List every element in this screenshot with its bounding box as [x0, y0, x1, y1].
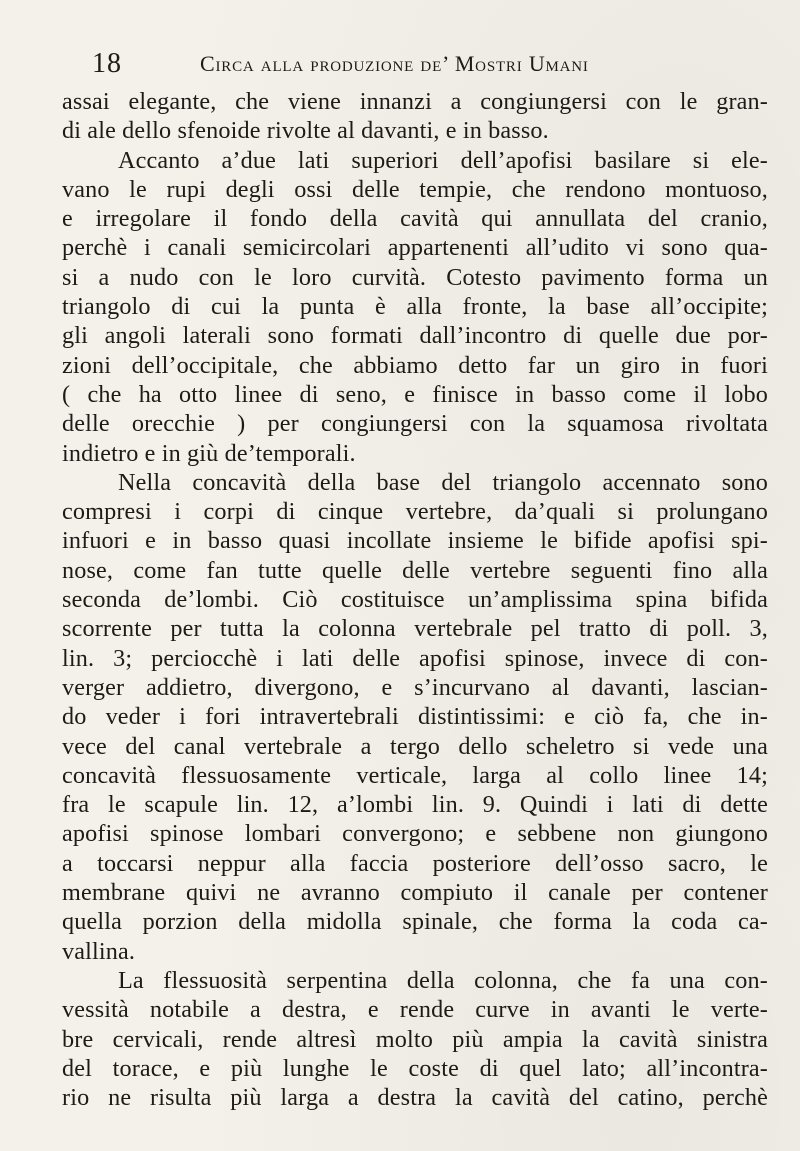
text-line: do veder i fori intravertebrali distintissimi: e ciò fa, che in- — [62, 703, 768, 731]
running-head: Circa alla produzione de’ Mostri Umani — [200, 51, 589, 76]
text-line: vessità notabile a destra, e rende curve in avanti le verte- — [62, 996, 768, 1024]
text-line: fra le scapule lin. 12, a’lombi lin. 9. Quindi i lati di dette — [62, 791, 768, 819]
text-line: vece del canal vertebrale a tergo dello scheletro si vede una — [62, 732, 768, 760]
paragraph-3 — [62, 468, 768, 966]
text-line: compresi i corpi di cinque vertebre, da’quali si prolungano — [62, 498, 768, 526]
text-line: a toccarsi neppur alla faccia posteriore dell’osso sacro, le — [62, 849, 768, 877]
paragraph-1 — [62, 87, 768, 146]
text-line: ( che ha otto linee di seno, e finisce in basso come il lobo — [62, 380, 768, 408]
text-line: triangolo di cui la punta è alla fronte, la base all’occipite; — [62, 293, 768, 321]
text-line: lin. 3; perciocchè i lati delle apofisi spinose, invece di con- — [62, 644, 768, 672]
body-text — [62, 87, 768, 1112]
paragraph-4 — [62, 966, 768, 1112]
text-line: di ale dello sfenoide rivolte al davanti, e in basso. — [62, 117, 549, 145]
text-line: apofisi spinose lombari convergono; e sebbene non giungono — [62, 820, 768, 848]
text-line: verger addietro, divergono, e s’incurvano al davanti, lascian- — [62, 673, 768, 701]
text-line: rio ne risulta più larga a destra la cavità del catino, perchè — [62, 1084, 768, 1112]
text-line: vallina. — [62, 937, 136, 965]
text-line: gli angoli laterali sono formati dall’incontro di quelle due por- — [62, 322, 768, 350]
text-line: vano le rupi degli ossi delle tempie, che rendono montuoso, — [62, 175, 768, 203]
text-line: concavità flessuosamente verticale, larga al collo linee 14; — [62, 761, 768, 789]
text-line: e irregolare il fondo della cavità qui annullata del cranio, — [62, 205, 768, 233]
paragraph-2 — [62, 146, 768, 468]
text-line: indietro e in giù de’temporali. — [62, 439, 356, 467]
text-line: quella porzion della midolla spinale, che forma la coda ca- — [62, 908, 768, 936]
text-line: si a nudo con le loro curvità. Cotesto pavimento forma un — [62, 263, 768, 291]
text-line: seconda de’lombi. Ciò costituisce un’amplissima spina bifida — [62, 586, 768, 614]
text-line: zioni dell’occipitale, che abbiamo detto far un giro in fuori — [62, 351, 768, 379]
text-line: delle orecchie ) per congiungersi con la squamosa rivoltata — [62, 410, 768, 438]
text-line: infuori e in basso quasi incollate insieme le bifide apofisi spi- — [62, 527, 768, 555]
text-line: assai elegante, che viene innanzi a congiungersi con le gran- — [62, 88, 768, 115]
text-line: Accanto a’due lati superiori dell’apofisi basilare si ele- — [118, 146, 768, 174]
page-header — [62, 45, 768, 87]
text-line: scorrente per tutta la colonna vertebrale pel tratto di poll. 3, — [62, 615, 768, 643]
text-line: membrane quivi ne avranno compiuto il canale per contener — [62, 879, 768, 907]
page-number: 18 — [92, 48, 122, 79]
text-line: del torace, e più lunghe le coste di quel lato; all’incontra- — [62, 1054, 768, 1082]
text-line: La flessuosità serpentina della colonna, che fa una con- — [118, 966, 768, 994]
text-line: nose, come fan tutte quelle delle vertebre seguenti fino alla — [62, 556, 768, 584]
text-line: bre cervicali, rende altresì molto più ampia la cavità sinistra — [62, 1025, 768, 1053]
text-line: perchè i canali semicircolari appartenenti all’udito vi sono qua- — [62, 234, 768, 262]
text-line: Nella concavità della base del triangolo accennato sono — [118, 468, 768, 496]
